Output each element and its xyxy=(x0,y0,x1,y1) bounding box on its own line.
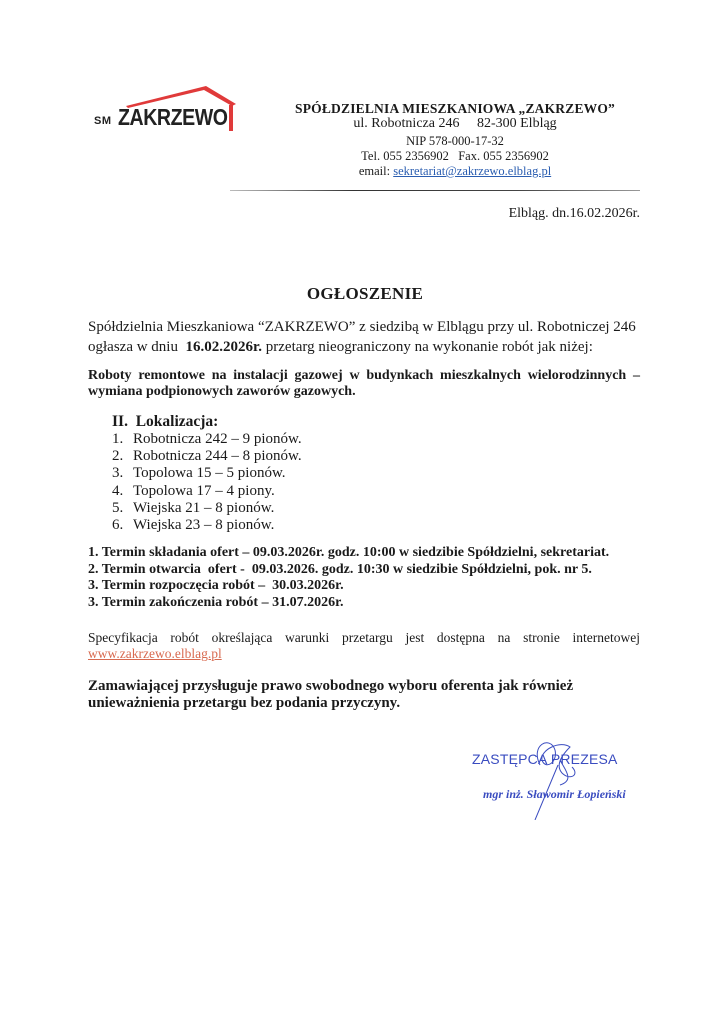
location-text: Wiejska 23 – 8 pionów. xyxy=(133,517,275,534)
tender-terms xyxy=(88,545,609,611)
location-text: Robotnicza 242 – 9 pionów. xyxy=(133,431,302,447)
intro-prefix: ogłasza w dniu xyxy=(88,339,186,355)
handwritten-signature xyxy=(500,735,590,820)
intro-paragraph xyxy=(88,317,648,357)
document-title: OGŁOSZENIE xyxy=(306,284,424,303)
announcement-date: 16.02.2026r. xyxy=(185,339,263,355)
intro-suffix: przetarg nieograniczony na wykonanie robót jak niżej: xyxy=(262,339,593,355)
website-link[interactable]: www.zakrzewo.elblag.pl xyxy=(88,646,222,661)
location-number: 2. xyxy=(112,448,124,465)
location-number: 4. xyxy=(112,482,124,499)
organization-nip: NIP 578-000-17-32 xyxy=(406,134,504,148)
location-number: 1. xyxy=(112,431,124,447)
specification-text: Specyfikacja robót określająca warunki przetargu jest dostępna na stronie internetowej xyxy=(88,630,640,645)
signatory-role-stamp: ZASTĘPCA PREZESA xyxy=(472,751,618,767)
term-opening: 2. Termin otwarcia ofert - 09.03.2026. godz. 10:30 w siedzibie Spółdzielni, pok. nr 5. xyxy=(88,561,592,577)
email-label: email: xyxy=(358,164,394,178)
subject-line-1: Roboty remontowe na instalacji gazowej w budynkach mieszkalnych wielorodzinnych – xyxy=(88,368,640,383)
location-item xyxy=(112,431,302,448)
location-item xyxy=(112,448,302,465)
location-number: 5. xyxy=(112,499,124,516)
locations-heading: II. Lokalizacja: xyxy=(112,413,219,430)
signatory-name-stamp: mgr inż. Sławomir Łopieński xyxy=(483,787,626,801)
email-link[interactable]: sekretariat@zakrzewo.elblag.pl xyxy=(393,164,552,178)
term-submission: 1. Termin składania ofert – 09.03.2026r. godz. 10:00 w siedzibie Spółdzielni, sekretariat. xyxy=(88,545,610,560)
location-item xyxy=(112,500,302,517)
subject-line-2: wymiana podpionowych zaworów gazowych. xyxy=(88,384,356,399)
tender-subject xyxy=(88,368,640,400)
document-date: Elbląg. dn.16.02.2026r. xyxy=(508,206,640,221)
location-text: Robotnicza 244 – 8 pionów. xyxy=(133,448,302,465)
location-item xyxy=(112,483,302,500)
organization-phone-fax: Tel. 055 2356902 Fax. 055 2356902 xyxy=(361,149,549,163)
organization-name: SPÓŁDZIELNIA MIESZKANIOWA „ZAKRZEWO” xyxy=(294,101,616,116)
logo-name: ZAKRZEWO xyxy=(118,104,228,130)
location-number: 6. xyxy=(112,517,124,534)
location-number: 3. xyxy=(112,465,124,482)
reservation-line-2: unieważnienia przetargu bez podania przyczyny. xyxy=(88,695,401,711)
company-logo xyxy=(88,84,240,136)
logo-accent-bar xyxy=(229,105,233,131)
location-text: Topolowa 15 – 5 pionów. xyxy=(133,465,286,482)
reservation-paragraph xyxy=(88,678,648,712)
intro-line-2 xyxy=(88,337,648,357)
organization-address: ul. Robotnicza 246 82-300 Elbląg xyxy=(353,116,557,131)
location-item xyxy=(112,517,302,534)
reservation-line-1: Zamawiającej przysługuje prawo swobodnego wyboru oferenta jak również xyxy=(88,678,574,694)
specification-paragraph xyxy=(88,630,640,662)
header-divider xyxy=(230,190,640,191)
term-work-start: 3. Termin rozpoczęcia robót – 30.03.2026r. xyxy=(88,578,344,593)
logo-prefix: SM xyxy=(94,115,112,127)
locations-list xyxy=(112,431,302,534)
location-text: Topolowa 17 – 4 piony. xyxy=(133,482,275,499)
location-text: Wiejska 21 – 8 pionów. xyxy=(133,499,275,516)
intro-line-1: Spółdzielnia Mieszkaniowa “ZAKRZEWO” z siedzibą w Elblągu przy ul. Robotniczej 246 xyxy=(88,319,636,335)
term-work-end: 3. Termin zakończenia robót – 31.07.2026r. xyxy=(88,594,344,610)
organization-email-line xyxy=(270,163,640,179)
location-item xyxy=(112,465,302,482)
